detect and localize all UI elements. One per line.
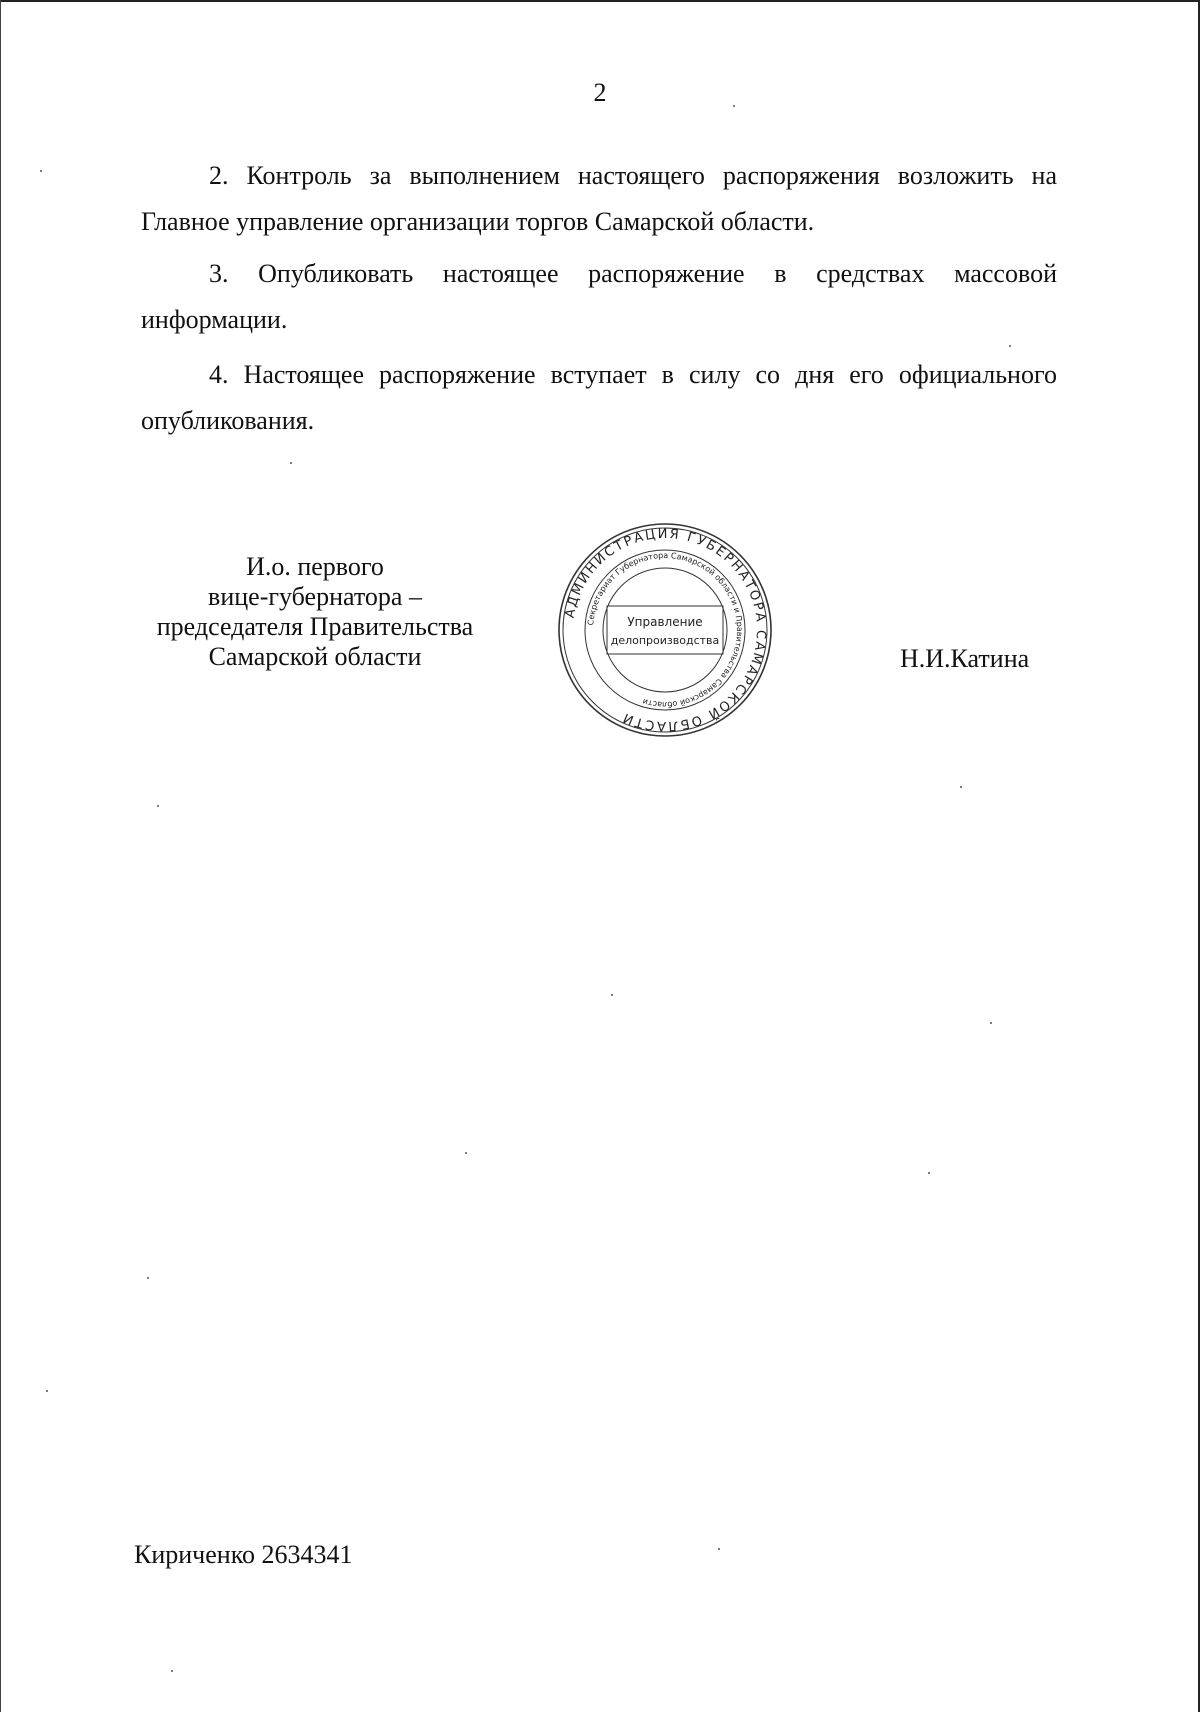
- stamp-center-line-1: Управление: [627, 615, 703, 629]
- scan-speck: [990, 1022, 992, 1024]
- scan-speck: [40, 170, 42, 172]
- scan-speck: [465, 1152, 467, 1154]
- scan-speck: [290, 462, 292, 464]
- signer-title-line: председателя Правительства: [156, 612, 474, 641]
- scan-speck: [1009, 345, 1011, 347]
- scan-speck: [718, 1548, 720, 1550]
- page-number: 2: [593, 78, 607, 107]
- signer-title-line: Самарской области: [208, 642, 422, 671]
- signer-title: [130, 552, 500, 672]
- scan-edge-top: [0, 0, 1200, 2]
- signer-title-line: вице-губернатора –: [208, 582, 422, 611]
- paragraph-item-3: 3. Опубликовать настоящее распоряжение в средствах массовой информации.: [141, 259, 1057, 334]
- scan-speck: [611, 994, 613, 996]
- scan-speck: [960, 786, 962, 788]
- scan-speck: [733, 105, 735, 107]
- scan-speck: [928, 1172, 930, 1174]
- scan-speck: [147, 1277, 149, 1279]
- stamp-inner-ring-text: Секретариат Губернатора Самарской области и Правительства Самарской области: [586, 550, 745, 710]
- scan-edge-left: [0, 0, 1, 1712]
- scan-speck: [171, 1670, 173, 1672]
- scan-speck: [46, 1390, 48, 1392]
- paragraph-item-2: 2. Контроль за выполнением настоящего распоряжения возложить на Главное управление организации торгов Самарской области.: [141, 161, 1057, 236]
- signer-name: Н.И.Катина: [900, 644, 1030, 673]
- svg-text:Секретариат Губернатора Самарс: [586, 551, 744, 709]
- signer-title-line: И.о. первого: [246, 552, 384, 581]
- official-stamp-seal: [555, 520, 775, 740]
- stamp-outer-text: АДМИНИСТРАЦИЯ ГУБЕРНАТОРА САМАРСКОЙ ОБЛАСТИ: [562, 526, 769, 734]
- stamp-center-line-2: делопроизводства: [610, 634, 720, 647]
- footer-contact: Кириченко 2634341: [134, 1540, 353, 1569]
- scan-speck: [157, 805, 159, 807]
- paragraph-item-4: 4. Настоящее распоряжение вступает в силу со дня его официального опубликования.: [141, 360, 1057, 435]
